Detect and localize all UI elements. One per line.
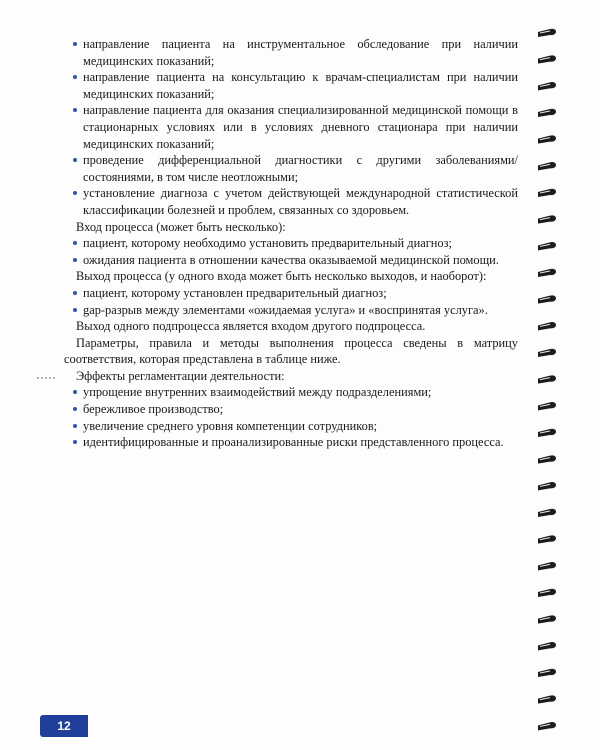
page-number: 12: [40, 715, 88, 737]
bullet-icon: [73, 191, 77, 195]
list-item: установление диагноза с учетом действующей международной статистической классификации болезней и проблем, связанных со здоровьем.: [64, 185, 518, 218]
list-item: проведение дифференциальной диагностики с другими заболеваниями/состояниями, в том числе неотложными;: [64, 152, 518, 185]
bullet-icon: [73, 424, 77, 428]
bullet-icon: [73, 108, 77, 112]
binding-coil: [538, 722, 556, 730]
bullet-icon: [73, 158, 77, 162]
binding-coil: [538, 402, 556, 410]
bullet-icon: [73, 407, 77, 411]
binding-coil: [538, 509, 556, 517]
bullet-icon: [73, 75, 77, 79]
list-item: идентифицированные и проанализированные риски представленного процесса.: [64, 434, 518, 451]
spiral-binding: [536, 20, 596, 740]
binding-coil: [538, 375, 556, 383]
list-item: пациент, которому необходимо установить предварительный диагноз;: [64, 235, 518, 252]
list-item: направление пациента на консультацию к врачам-специалистам при наличии медицинских показаний;: [64, 69, 518, 102]
list-item: направление пациента на инструментальное обследование при наличии медицинских показаний;: [64, 36, 518, 69]
page-content: [64, 36, 518, 451]
paragraph: Выход процесса (у одного входа может быть несколько выходов, и наоборот):: [76, 269, 487, 284]
binding-coil: [538, 82, 556, 90]
binding-coil: [538, 55, 556, 63]
bullet-icon: [73, 390, 77, 394]
paragraph: Параметры, правила и методы выполнения процесса сведены в матрицу соответствия, которая представлена в таблице ниже.: [64, 335, 518, 367]
list-item: ожидания пациента в отношении качества оказываемой медицинской помощи.: [64, 252, 518, 269]
binding-coil: [538, 269, 556, 277]
binding-coil: [538, 589, 556, 597]
bullet-icon: [73, 42, 77, 46]
binding-coil: [538, 135, 556, 143]
bullet-icon: [73, 308, 77, 312]
binding-coil: [538, 535, 556, 543]
bullet-icon: [73, 258, 77, 262]
binding-coil: [538, 615, 556, 623]
binding-coil: [538, 562, 556, 570]
list-item: gap-разрыв между элементами «ожидаемая услуга» и «воспринятая услуга».: [64, 302, 518, 319]
binding-coil: [538, 29, 556, 37]
binding-coil: [538, 109, 556, 117]
binding-coil: [538, 189, 556, 197]
scan-artifact: [37, 376, 59, 380]
list-item: направление пациента для оказания специализированной медицинской помощи в стационарных условиях или в условиях дневного стационара при наличии медицинских показаний;: [64, 102, 518, 152]
paragraph: Вход процесса (может быть несколько):: [76, 219, 286, 234]
binding-coil: [538, 322, 556, 330]
binding-coil: [538, 162, 556, 170]
binding-coil: [538, 695, 556, 703]
binding-coil: [538, 669, 556, 677]
list-item: увеличение среднего уровня компетенции сотрудников;: [64, 418, 518, 435]
list-item: упрощение внутренних взаимодействий между подразделениями;: [64, 384, 518, 401]
binding-coil: [538, 429, 556, 437]
binding-coil: [538, 455, 556, 463]
binding-coil: [538, 482, 556, 490]
binding-coil: [538, 642, 556, 650]
bullet-icon: [73, 440, 77, 444]
paragraph: Эффекты регламентации деятельности:: [76, 368, 285, 383]
binding-coil: [538, 349, 556, 357]
binding-coil: [538, 215, 556, 223]
bullet-icon: [73, 291, 77, 295]
binding-coil: [538, 295, 556, 303]
list-item: пациент, которому установлен предварительный диагноз;: [64, 285, 518, 302]
list-item: бережливое производство;: [64, 401, 518, 418]
binding-coil: [538, 242, 556, 250]
bullet-icon: [73, 241, 77, 245]
paragraph: Выход одного подпроцесса является входом другого подпроцесса.: [76, 319, 426, 334]
